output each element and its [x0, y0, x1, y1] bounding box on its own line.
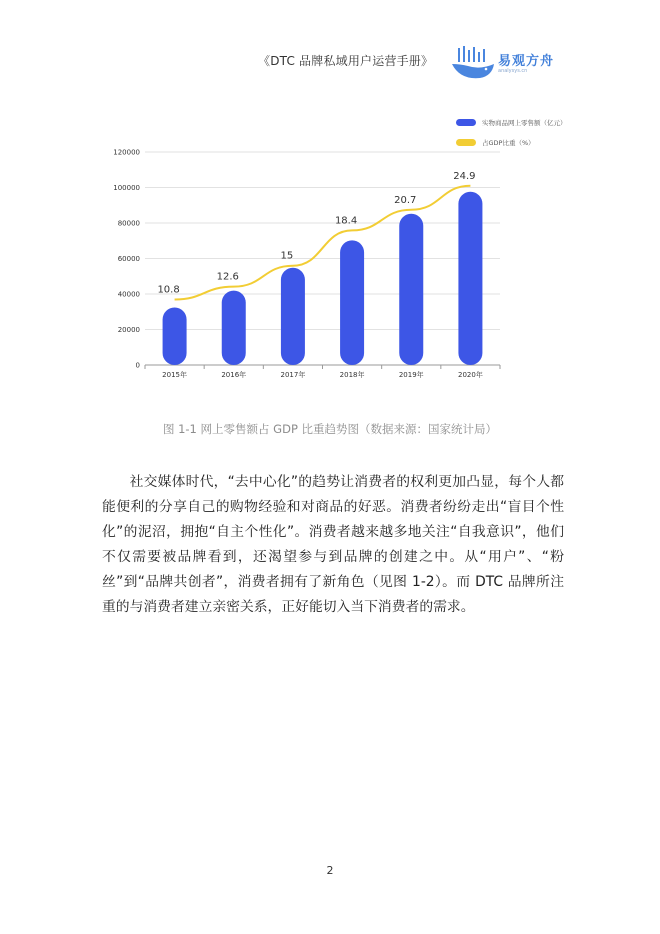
bar [281, 268, 305, 365]
y-tick-label: 80000 [117, 219, 140, 228]
body-paragraph: 社交媒体时代，“去中心化”的趋势让消费者的权利更加凸显，每个人都能便利的分享自己的购物经验和对商品的好恶。消费者纷纷走出“盲目个性化”的泥沼，拥抱“自主个性化”。消费者越来越多地关注“自我意识”，他们不仅需要被品牌看到，还渴望参与到品牌的创建之中。从“用户”、“粉丝”到“品牌共创者”，消费者拥有了新角色（见图 1-2）。而 DTC 品牌所注重的与消费者建立亲密关系，正好能切入当下消费者的需求。 [102, 474, 564, 615]
data-label: 10.8 [157, 284, 180, 296]
x-tick-label: 2015年 [162, 371, 187, 379]
page-number: 2 [326, 864, 334, 877]
bar [458, 192, 482, 365]
x-tick-label: 2019年 [398, 371, 424, 379]
x-tick-label: 2017年 [280, 371, 306, 379]
data-label: 24.9 [453, 170, 476, 182]
logo-url: analysys.cn [498, 68, 528, 74]
document-title: 《DTC 品牌私域用户运营手册》 [258, 54, 434, 68]
legend-label-bar: 实物商品网上零售额（亿元） [482, 118, 567, 127]
y-tick-label: 0 [135, 361, 140, 370]
data-label: 15 [280, 250, 294, 262]
legend-item-bar [456, 112, 567, 132]
legend-label-line: 占GDP比重（%） [482, 138, 535, 147]
whale-logo-icon [450, 44, 496, 84]
data-label: 12.6 [216, 271, 239, 283]
bar [222, 291, 246, 365]
bar [340, 240, 364, 365]
bar [399, 214, 423, 365]
y-tick-label: 60000 [117, 255, 140, 263]
logo-name: 易观方舟 [498, 54, 555, 69]
figure-caption: 图 1-1 网上零售额占 GDP 比重趋势图（数据来源：国家统计局） [162, 422, 498, 436]
retail-gdp-chart [100, 140, 520, 385]
data-label: 20.7 [394, 194, 417, 206]
bar [163, 307, 187, 365]
y-tick-label: 120000 [113, 148, 140, 157]
y-tick-label: 20000 [117, 326, 140, 334]
data-label: 18.4 [334, 215, 358, 227]
legend-swatch-bar [456, 119, 476, 126]
brand-logo [450, 44, 560, 84]
y-tick-label: 100000 [113, 184, 140, 192]
x-tick-label: 2016年 [221, 371, 247, 379]
x-tick-label: 2020年 [458, 371, 483, 379]
x-tick-label: 2018年 [339, 371, 365, 379]
y-tick-label: 40000 [117, 290, 140, 299]
